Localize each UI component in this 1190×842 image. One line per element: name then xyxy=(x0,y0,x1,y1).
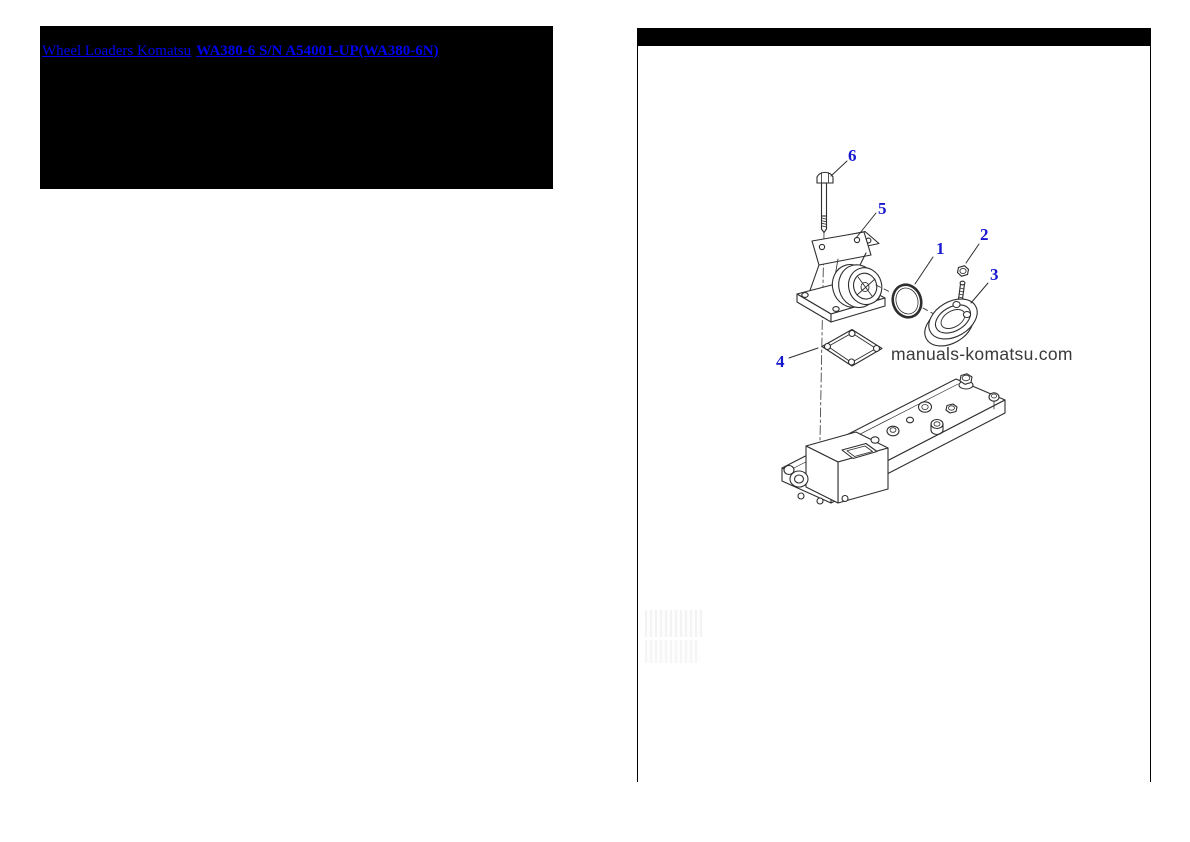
callout-number-4: 4 xyxy=(776,352,785,371)
breadcrumb-link-category[interactable]: Wheel Loaders Komatsu xyxy=(42,43,192,59)
breadcrumb-link-model[interactable]: WA380-6 S/N A54001-UP(WA380-6N) xyxy=(196,43,439,59)
panel-top-bar xyxy=(637,28,1151,46)
callout-number-5: 5 xyxy=(878,199,887,218)
diagram-panel xyxy=(637,28,1151,782)
callout-number-3: 3 xyxy=(990,265,999,284)
scan-artifact-ghost-1 xyxy=(645,610,703,637)
o-ring-drawing xyxy=(889,281,926,321)
bolt-drawing xyxy=(817,172,833,232)
gasket-drawing xyxy=(822,330,882,367)
scan-artifact-ghost-2 xyxy=(645,640,700,663)
breadcrumb xyxy=(42,43,439,60)
manifold-drawing xyxy=(782,374,1005,504)
parts-diagram-drawing xyxy=(638,46,1150,782)
connector-drawing xyxy=(797,232,886,323)
nut-drawing xyxy=(958,266,969,276)
callout-number-6: 6 xyxy=(848,146,857,165)
center-line xyxy=(820,233,825,466)
watermark-text: manuals-komatsu.com xyxy=(891,344,1073,364)
header-image-block xyxy=(40,26,553,189)
callout-number-1: 1 xyxy=(936,239,945,258)
callout-number-2: 2 xyxy=(980,225,989,244)
